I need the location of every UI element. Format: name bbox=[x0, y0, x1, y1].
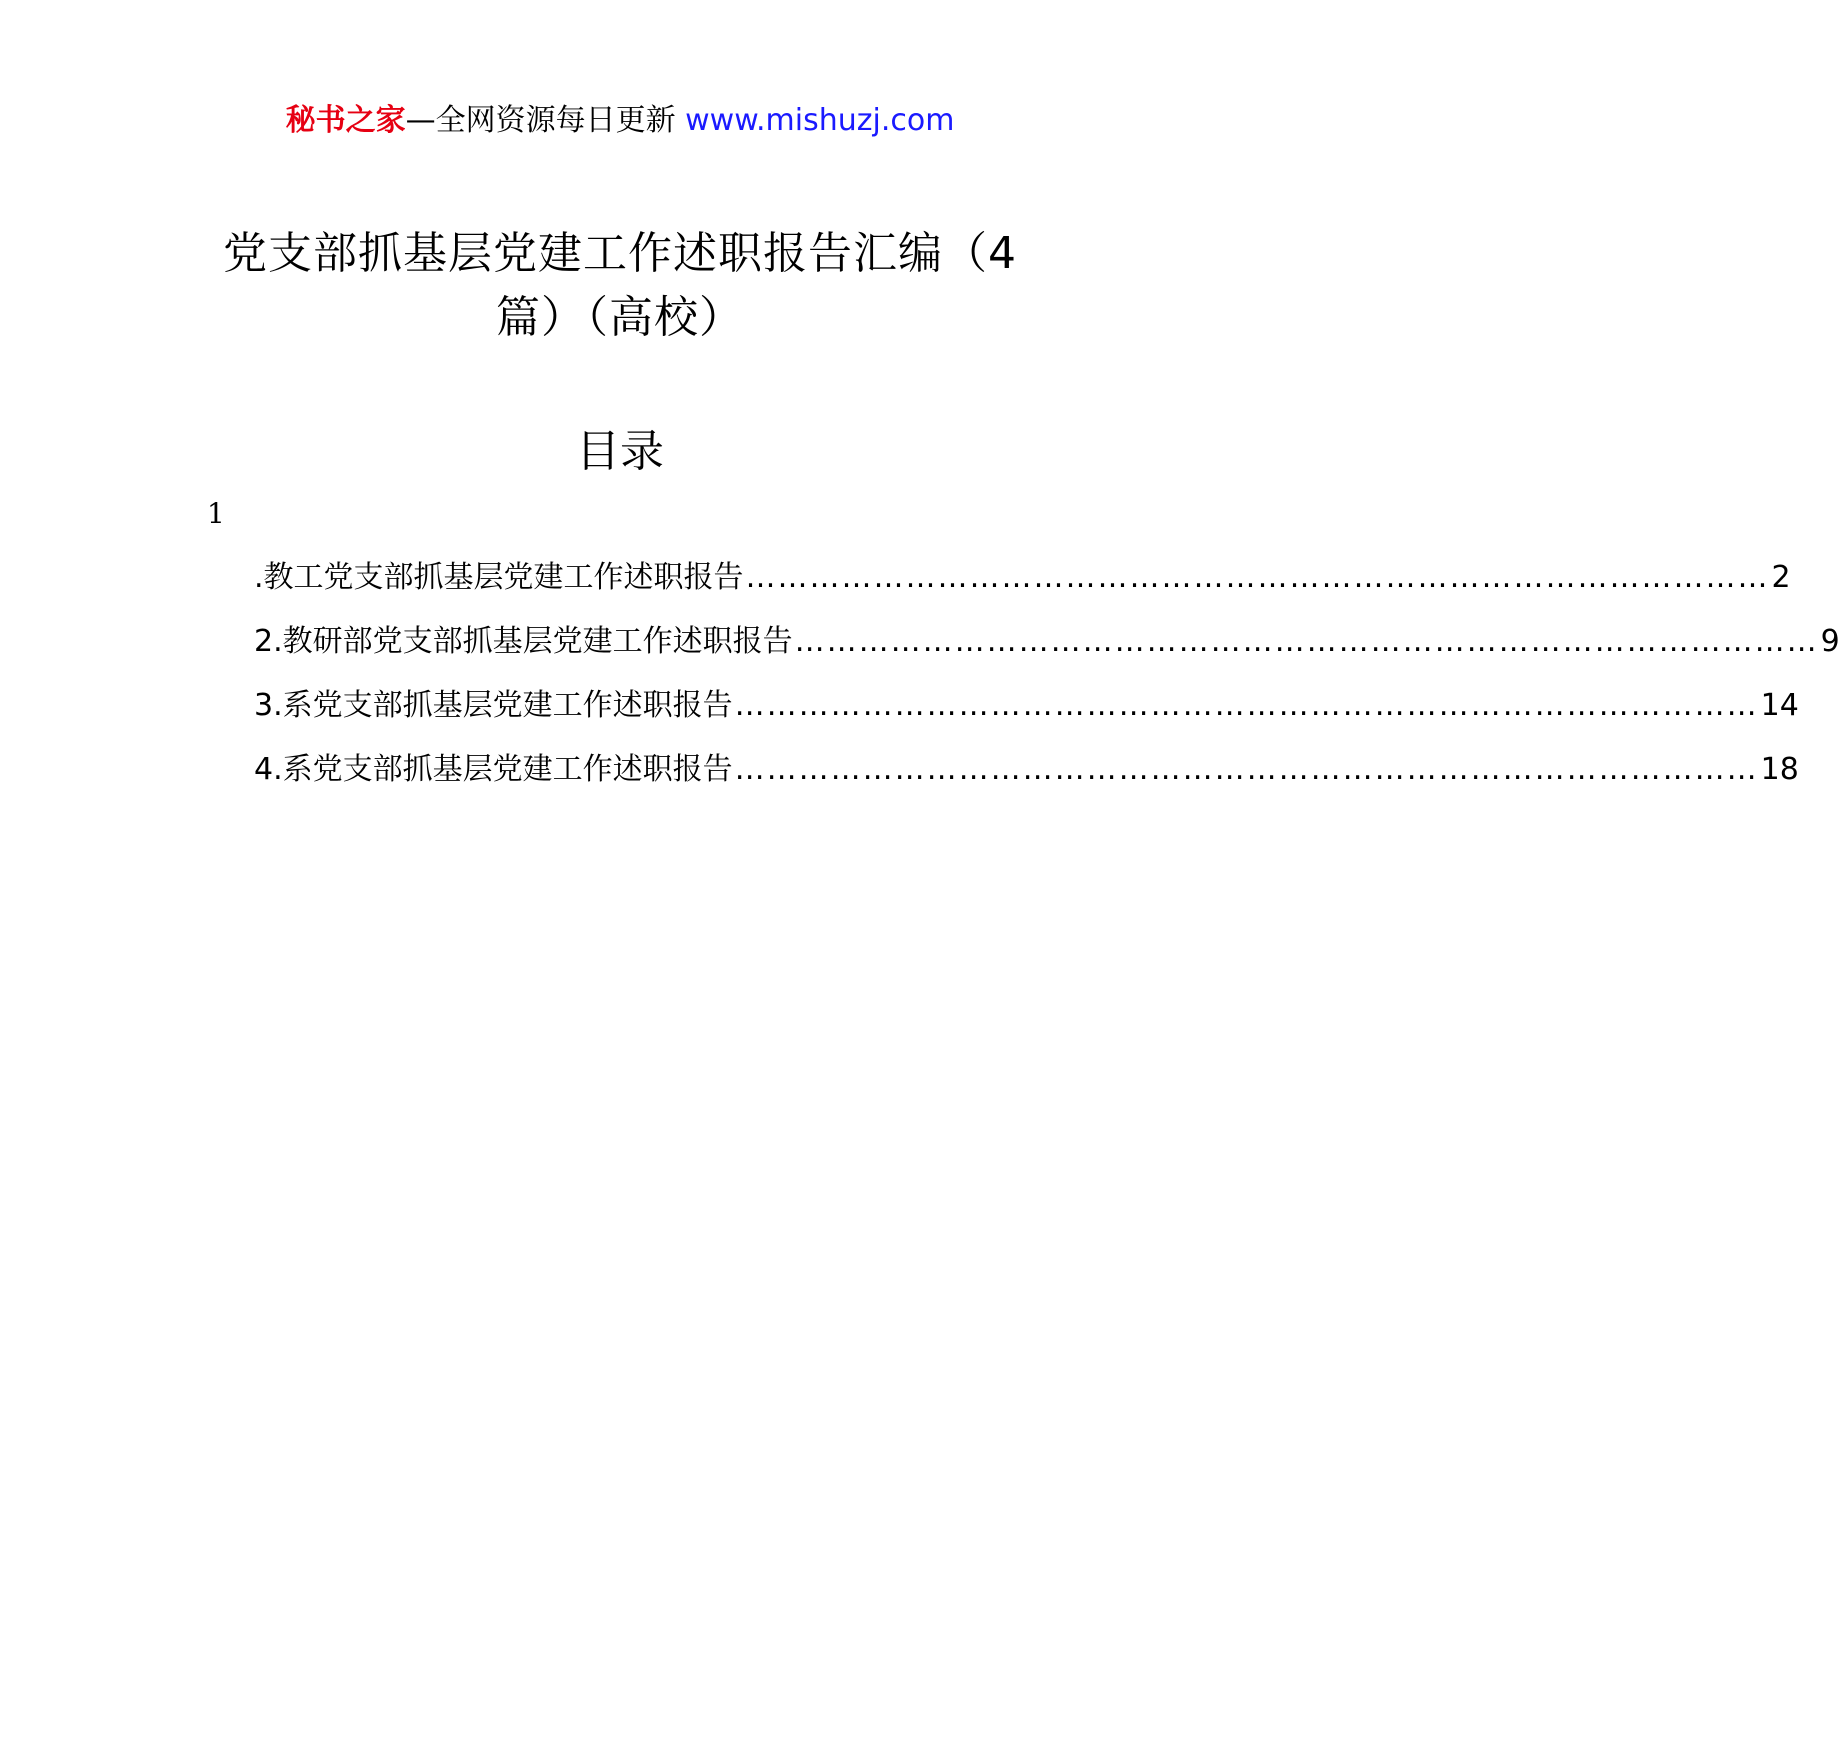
toc-item-label: 3.系党支部抓基层党建工作述职报告 bbox=[254, 688, 733, 723]
toc-dot-leader: …………………………………………………………………………………… bbox=[734, 752, 1759, 787]
toc-dot-leader: …………………………………………………………………………………… bbox=[745, 560, 1770, 595]
toc-heading: 目录 bbox=[576, 426, 664, 477]
toc-item-1[interactable] bbox=[254, 556, 1791, 620]
toc-item-label: 2.教研部党支部抓基层党建工作述职报告 bbox=[254, 624, 793, 659]
toc-item-page: 18 bbox=[1760, 752, 1799, 787]
toc-item-2[interactable] bbox=[254, 620, 1840, 684]
site-header bbox=[0, 100, 1240, 142]
toc-dot-leader: …………………………………………………………………………………… bbox=[794, 624, 1819, 659]
toc-item-4[interactable] bbox=[254, 748, 1799, 812]
table-of-contents bbox=[254, 556, 1840, 812]
toc-item-label: 4.系党支部抓基层党建工作述职报告 bbox=[254, 752, 733, 787]
toc-item-page: 14 bbox=[1760, 688, 1799, 723]
toc-item-page: 9 bbox=[1820, 624, 1840, 659]
toc-item-page: 2 bbox=[1771, 560, 1791, 595]
site-brand: 秘书之家 bbox=[285, 103, 406, 138]
site-tagline: —全网资源每日更新 bbox=[405, 103, 676, 138]
toc-item-label: .教工党支部抓基层党建工作述职报告 bbox=[254, 560, 744, 595]
page-number-marker: 1 bbox=[207, 497, 225, 530]
site-url-link[interactable]: www.mishuzj.com bbox=[685, 103, 955, 138]
toc-item-3[interactable] bbox=[254, 684, 1799, 748]
document-title: 党支部抓基层党建工作述职报告汇编（4篇）（高校） bbox=[223, 228, 1017, 343]
toc-dot-leader: …………………………………………………………………………………… bbox=[734, 688, 1759, 723]
